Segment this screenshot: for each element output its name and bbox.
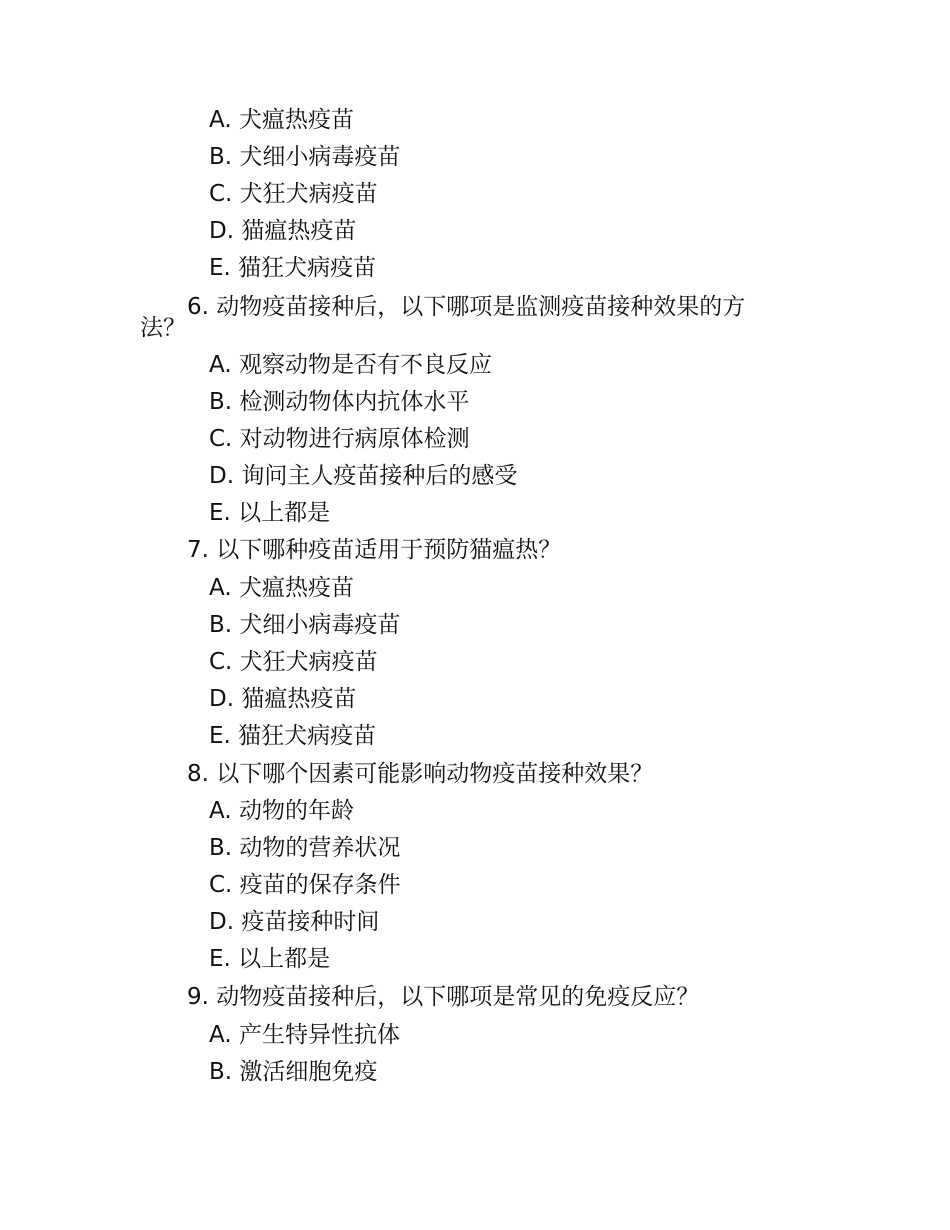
q9-option-b: B. 激活细胞免疫 bbox=[209, 1059, 378, 1085]
q6-question-line2: 法？ bbox=[140, 315, 186, 341]
q5-option-a: A. 犬瘟热疫苗 bbox=[209, 107, 354, 133]
q8-option-b: B. 动物的营养状况 bbox=[209, 835, 401, 861]
q8-question: 8. 以下哪个因素可能影响动物疫苗接种效果？ bbox=[187, 761, 654, 787]
q5-option-d: D. 猫瘟热疫苗 bbox=[209, 218, 357, 244]
q9-question: 9. 动物疫苗接种后，以下哪项是常见的免疫反应？ bbox=[187, 984, 700, 1010]
q5-option-b: B. 犬细小病毒疫苗 bbox=[209, 144, 401, 170]
q8-option-c: C. 疫苗的保存条件 bbox=[209, 872, 401, 898]
q7-question: 7. 以下哪种疫苗适用于预防猫瘟热？ bbox=[187, 537, 562, 563]
q7-option-e: E. 猫狂犬病疫苗 bbox=[209, 723, 377, 749]
q6-option-c: C. 对动物进行病原体检测 bbox=[209, 426, 470, 452]
q8-option-a: A. 动物的年龄 bbox=[209, 798, 354, 824]
q6-question-line1: 6. 动物疫苗接种后，以下哪项是监测疫苗接种效果的方 bbox=[187, 294, 746, 320]
q7-option-c: C. 犬狂犬病疫苗 bbox=[209, 649, 378, 675]
q5-option-e: E. 猫狂犬病疫苗 bbox=[209, 255, 377, 281]
q5-option-c: C. 犬狂犬病疫苗 bbox=[209, 181, 378, 207]
q6-option-d: D. 询问主人疫苗接种后的感受 bbox=[209, 463, 518, 489]
q9-option-a: A. 产生特异性抗体 bbox=[209, 1022, 400, 1048]
q7-option-a: A. 犬瘟热疫苗 bbox=[209, 575, 354, 601]
q7-option-d: D. 猫瘟热疫苗 bbox=[209, 686, 357, 712]
q8-option-d: D. 疫苗接种时间 bbox=[209, 909, 380, 935]
q7-option-b: B. 犬细小病毒疫苗 bbox=[209, 612, 401, 638]
q8-option-e: E. 以上都是 bbox=[209, 946, 331, 972]
q6-option-e: E. 以上都是 bbox=[209, 500, 331, 526]
q6-option-b: B. 检测动物体内抗体水平 bbox=[209, 389, 470, 415]
q6-option-a: A. 观察动物是否有不良反应 bbox=[209, 352, 492, 378]
